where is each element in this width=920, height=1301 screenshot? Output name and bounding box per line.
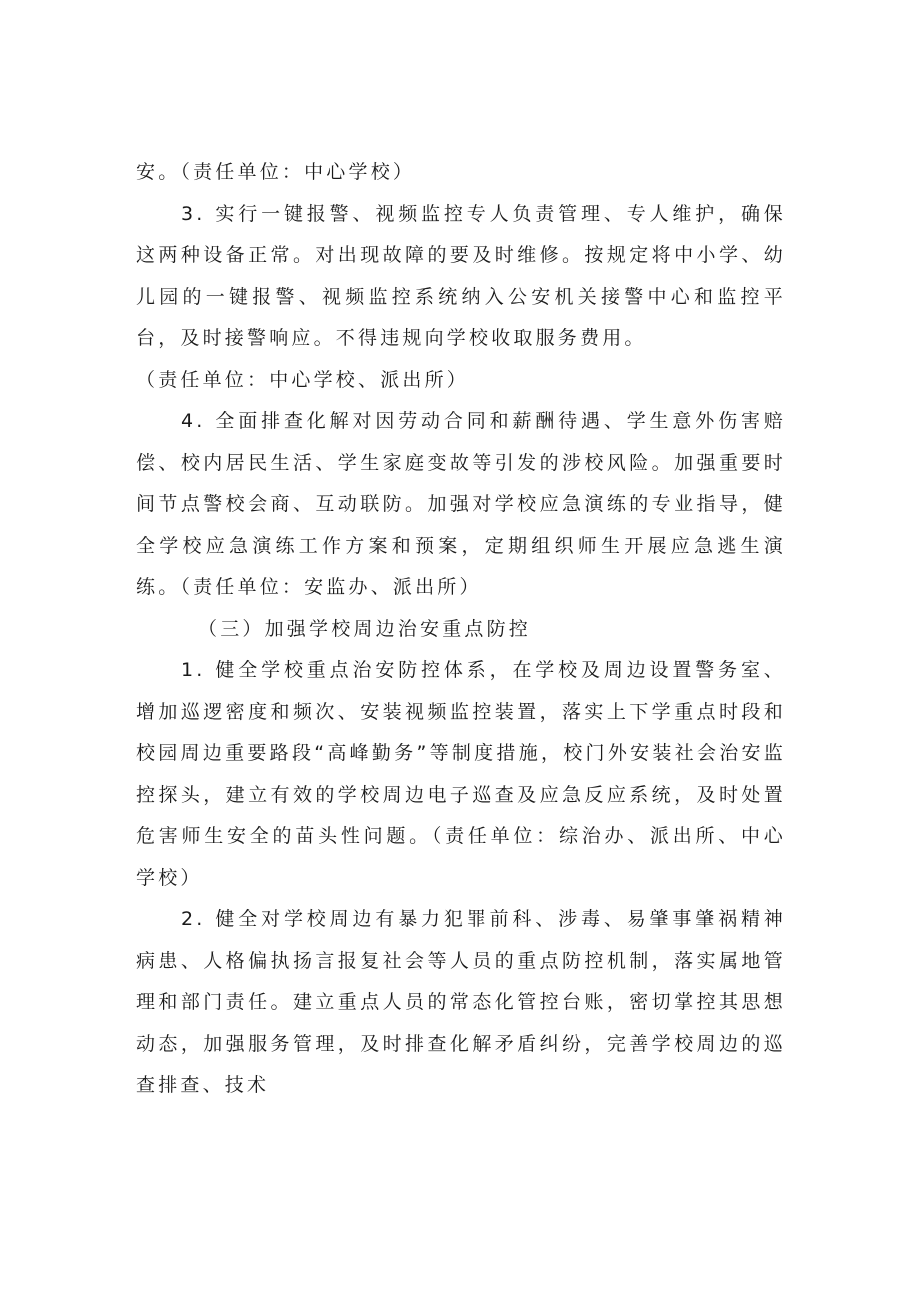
paragraph-section-item-1: 1. 健全学校重点治安防控体系，在学校及周边设置警务室、增加巡逻密度和频次、安装视频监控装置，落实上下学重点时段和校园周边重要路段“高峰勤务”等制度措施，校门外安装社会治安监控探头，建立有效的学校周边电子巡查及应急反应系统，及时处置危害师生安全的苗头性问题。（责任单位：综治办、派出所、中心学校）: [136, 659, 786, 889]
paragraph-item-4: 4. 全面排查化解对因劳动合同和薪酬待遇、学生意外伤害赔偿、校内居民生活、学生家庭变故等引发的涉校风险。加强重要时间节点警校会商、互动联防。加强对学校应急演练的专业指导，健全学校应急演练工作方案和预案，定期组织师生开展应急逃生演练。（责任单位：安监办、派出所）: [136, 410, 786, 598]
paragraph-responsibility-note: （责任单位：中心学校、派出所）: [136, 368, 470, 391]
document-body: [136, 152, 786, 1107]
paragraph-item-3: 3. 实行一键报警、视频监控专人负责管理、专人维护，确保这两种设备正常。对出现故障的要及时维修。按规定将中小学、幼儿园的一键报警、视频监控系统纳入公安机关接警中心和监控平台，及时接警响应。不得违规向学校收取服务费用。: [136, 202, 786, 349]
paragraph-section-item-2: 2. 健全对学校周边有暴力犯罪前科、涉毒、易肇事肇祸精神病患、人格偏执扬言报复社会等人员的重点防控机制，落实属地管理和部门责任。建立重点人员的常态化管控台账，密切掌控其思想动态，加强服务管理，及时排查化解矛盾纠纷，完善学校周边的巡查排查、技术: [136, 908, 786, 1096]
paragraph-continuation: 安。（责任单位：中心学校）: [136, 161, 416, 183]
section-heading: （三）加强学校周边治安重点防控: [198, 617, 532, 640]
